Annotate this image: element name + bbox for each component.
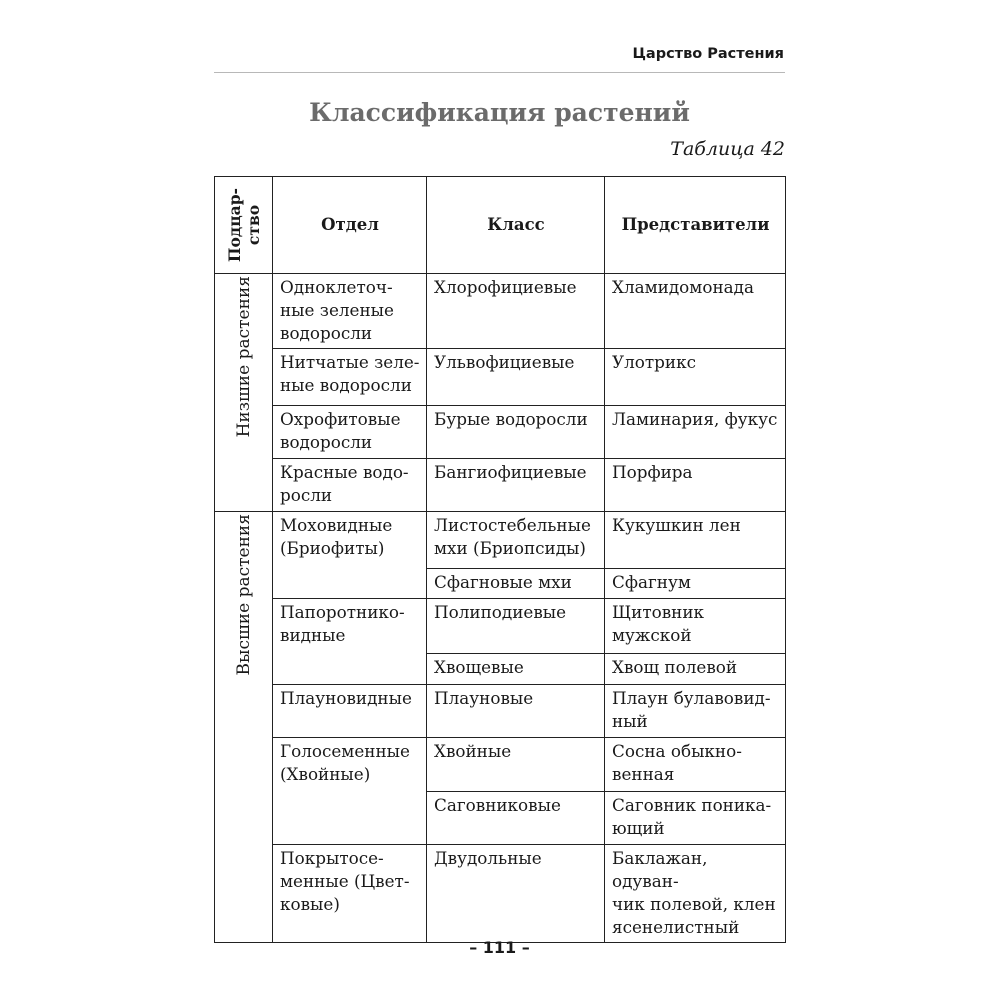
division-cell: Покрытосе- менные (Цвет- ковые) bbox=[273, 845, 427, 943]
representatives-cell: Порфира bbox=[605, 459, 786, 512]
class-cell: Полиподиевые bbox=[427, 599, 605, 654]
table-label: Таблица 42 bbox=[670, 138, 785, 160]
table-row bbox=[215, 459, 786, 512]
classification-table bbox=[214, 176, 786, 943]
division-cell: Одноклеточ- ные зеленые водоросли bbox=[273, 274, 427, 349]
representatives-cell: Саговник поника- ющий bbox=[605, 792, 786, 845]
header-representatives: Представители bbox=[605, 177, 786, 274]
division-cell: Голосеменные (Хвойные) bbox=[273, 738, 427, 845]
class-cell: Бангиофициевые bbox=[427, 459, 605, 512]
representatives-cell: Кукушкин лен bbox=[605, 512, 786, 569]
class-cell: Листостебельные мхи (Бриопсиды) bbox=[427, 512, 605, 569]
table-row bbox=[215, 406, 786, 459]
class-cell: Саговниковые bbox=[427, 792, 605, 845]
subkingdom-label-higher: Высшие растения bbox=[233, 514, 254, 676]
header-class: Класс bbox=[427, 177, 605, 274]
header-subkingdom-label: Подцар- ство bbox=[224, 187, 263, 263]
representatives-cell: Щитовник мужской bbox=[605, 599, 786, 654]
table-row bbox=[215, 349, 786, 406]
running-head: Царство Растения bbox=[632, 46, 784, 62]
representatives-cell: Сфагнум bbox=[605, 569, 786, 599]
class-cell: Хлорофициевые bbox=[427, 274, 605, 349]
class-cell: Хвойные bbox=[427, 738, 605, 792]
division-cell: Охрофитовые водоросли bbox=[273, 406, 427, 459]
subkingdom-cell-higher bbox=[215, 512, 273, 943]
class-cell: Сфагновые мхи bbox=[427, 569, 605, 599]
representatives-cell: Хламидомонада bbox=[605, 274, 786, 349]
class-cell: Хвощевые bbox=[427, 654, 605, 685]
header-subkingdom bbox=[215, 177, 273, 274]
table-row bbox=[215, 845, 786, 943]
representatives-cell: Плаун булавовид- ный bbox=[605, 685, 786, 738]
division-cell: Красные водо- росли bbox=[273, 459, 427, 512]
division-cell: Моховидные (Бриофиты) bbox=[273, 512, 427, 599]
subkingdom-cell-lower bbox=[215, 274, 273, 512]
header-division: Отдел bbox=[273, 177, 427, 274]
representatives-cell: Улотрикс bbox=[605, 349, 786, 406]
header-rule bbox=[214, 72, 785, 73]
table-row bbox=[215, 274, 786, 349]
division-cell: Плауновидные bbox=[273, 685, 427, 738]
class-cell: Плауновые bbox=[427, 685, 605, 738]
table-row bbox=[215, 599, 786, 654]
table-row bbox=[215, 738, 786, 792]
division-cell: Нитчатые зеле- ные водоросли bbox=[273, 349, 427, 406]
representatives-cell: Ламинария, фукус bbox=[605, 406, 786, 459]
representatives-cell: Хвощ полевой bbox=[605, 654, 786, 685]
representatives-cell: Баклажан, одуван- чик полевой, клен ясенелистный bbox=[605, 845, 786, 943]
page-number: – 111 – bbox=[469, 938, 530, 957]
table-row bbox=[215, 685, 786, 738]
representatives-cell: Сосна обыкно- венная bbox=[605, 738, 786, 792]
class-cell: Ульвофициевые bbox=[427, 349, 605, 406]
class-cell: Двудольные bbox=[427, 845, 605, 943]
page-title: Классификация растений bbox=[309, 98, 690, 127]
subkingdom-label-lower: Низшие растения bbox=[233, 276, 254, 438]
table-row bbox=[215, 512, 786, 569]
class-cell: Бурые водоросли bbox=[427, 406, 605, 459]
division-cell: Папоротнико- видные bbox=[273, 599, 427, 685]
